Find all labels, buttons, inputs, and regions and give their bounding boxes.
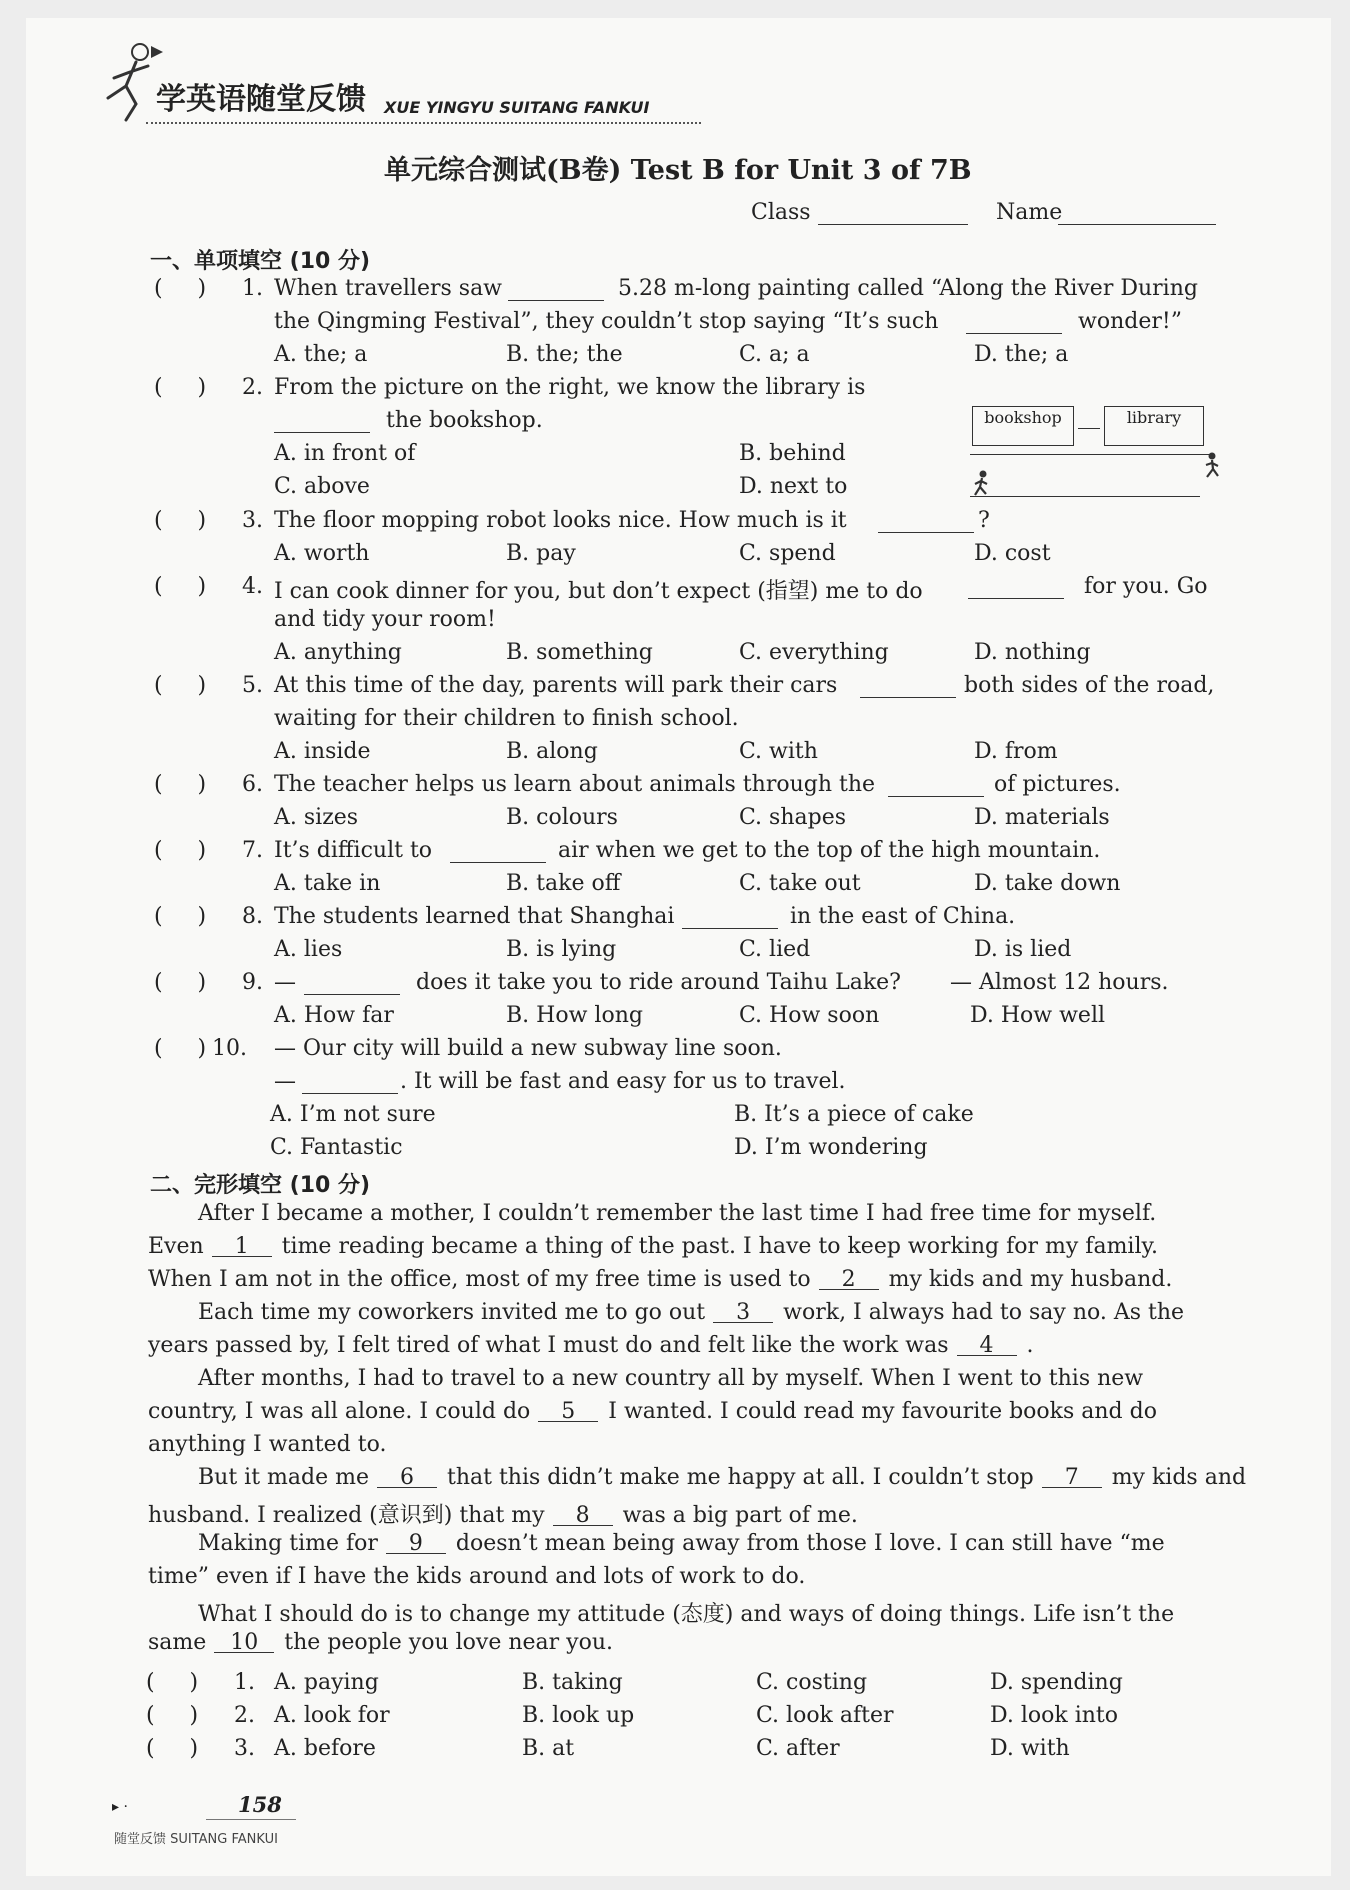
q7-text-b: air when we get to the top of the high mountain. <box>558 838 1101 863</box>
q1-text-b: 5.28 m-long painting called “Along the River During <box>618 276 1198 301</box>
q4-number: 4. <box>242 574 263 599</box>
bookshop-building <box>972 406 1074 446</box>
q8-number: 8. <box>242 904 263 929</box>
library-building <box>1104 406 1204 446</box>
cloze-text: time” even if I have the kids around and lots of work to do. <box>148 1564 806 1589</box>
q5-option-c[interactable]: C. with <box>739 739 818 764</box>
cloze-blank-5[interactable]: 5 <box>538 1401 598 1422</box>
q6-answer-paren[interactable]: ( ) <box>154 772 207 797</box>
q1-option-d[interactable]: D. the; a <box>974 342 1069 367</box>
q4-option-b[interactable]: B. something <box>506 640 653 665</box>
q7-option-c[interactable]: C. take out <box>739 871 861 896</box>
cloze-text: country, I was all alone. I could do <box>148 1399 531 1424</box>
cloze-line <box>198 1300 1220 1325</box>
q10-option-d[interactable]: D. I’m wondering <box>734 1135 928 1160</box>
section2-heading: 二、完形填空 (10 分) <box>150 1173 371 1198</box>
cloze-blank-3[interactable]: 3 <box>713 1302 773 1323</box>
q10-number: 10. <box>212 1036 247 1061</box>
q2-picture <box>970 406 1220 506</box>
cloze-option[interactable]: D. spending <box>990 1670 1123 1695</box>
cloze-option[interactable]: A. before <box>274 1736 376 1761</box>
cloze-text: years passed by, I felt tired of what I must do and felt like the work was <box>148 1333 949 1358</box>
q6-option-b[interactable]: B. colours <box>506 805 618 830</box>
cloze-line <box>148 1333 1220 1358</box>
cloze-option[interactable]: B. look up <box>522 1703 635 1728</box>
class-field[interactable] <box>818 224 968 225</box>
cloze-option[interactable]: A. paying <box>274 1670 379 1695</box>
q9-option-b[interactable]: B. How long <box>506 1003 643 1028</box>
cloze-text: Each time my coworkers invited me to go out <box>198 1300 706 1325</box>
q10-option-c[interactable]: C. Fantastic <box>270 1135 403 1160</box>
q9-text-a: does it take you to ride around Taihu Lake? <box>416 970 901 995</box>
bookshop-label: bookshop <box>984 408 1062 427</box>
q1-option-a[interactable]: A. the; a <box>274 342 368 367</box>
q8-blank[interactable] <box>682 908 778 929</box>
q3-blank[interactable] <box>878 512 974 533</box>
q9-option-c[interactable]: C. How soon <box>739 1003 880 1028</box>
cloze-text: Making time for <box>198 1531 378 1556</box>
q5-text-c: waiting for their children to finish school. <box>274 706 739 731</box>
q6-option-a[interactable]: A. sizes <box>274 805 359 830</box>
q4-option-d[interactable]: D. nothing <box>974 640 1091 665</box>
q9-blank[interactable] <box>304 974 400 995</box>
q10-text-b: . It will be fast and easy for us to travel. <box>400 1069 846 1094</box>
class-label: Class <box>751 200 811 225</box>
q9-dash: — <box>274 970 296 995</box>
cloze-option[interactable]: C. after <box>756 1736 840 1761</box>
q1-option-b[interactable]: B. the; the <box>506 342 623 367</box>
cloze-line <box>148 1498 1220 1529</box>
cloze-text: work, I always had to say no. As the <box>783 1300 1185 1325</box>
cloze-option[interactable]: B. at <box>522 1736 575 1761</box>
section1-heading: 一、单项填空 (10 分) <box>150 249 371 274</box>
q1-text-a: When travellers saw <box>274 276 503 301</box>
triangle-icon: ▸ · <box>112 1799 128 1815</box>
cloze-line <box>198 1597 1220 1628</box>
worksheet-page <box>26 18 1331 1876</box>
q4-text-b: for you. Go <box>1084 574 1208 599</box>
q2-option-c[interactable]: C. above <box>274 474 370 499</box>
q8-text-b: in the east of China. <box>790 904 1016 929</box>
header-divider <box>146 122 701 124</box>
q9-number: 9. <box>242 970 263 995</box>
cloze-text: time reading became a thing of the past. I have to keep working for my family. <box>281 1234 1159 1259</box>
road-top <box>970 454 1210 455</box>
q10-answer-paren[interactable]: ( ) <box>154 1036 207 1061</box>
q4-option-a[interactable]: A. anything <box>274 640 402 665</box>
cloze-text: After I became a mother, I couldn’t remember the last time I had free time for myself. <box>198 1201 1157 1226</box>
cloze-line <box>198 1201 1220 1226</box>
cloze-blank-4[interactable]: 4 <box>957 1335 1017 1356</box>
cloze-text: What I should do is to change my attitude (态度) and ways of doing things. Life isn’t the <box>198 1602 1175 1627</box>
cloze-answer-number: 3. <box>234 1736 255 1761</box>
q10-option-b[interactable]: B. It’s a piece of cake <box>734 1102 974 1127</box>
cloze-blank-2[interactable]: 2 <box>819 1269 879 1290</box>
q9-text-b: — Almost 12 hours. <box>950 970 1169 995</box>
q10-option-a[interactable]: A. I’m not sure <box>270 1102 436 1127</box>
q1-blank-2[interactable] <box>966 313 1062 334</box>
q8-option-d[interactable]: D. is lied <box>974 937 1072 962</box>
cloze-line <box>148 1432 1220 1457</box>
cloze-text: doesn’t mean being away from those I love. I can still have “me <box>455 1531 1165 1556</box>
cloze-option[interactable]: C. costing <box>756 1670 868 1695</box>
cloze-answer-number: 1. <box>234 1670 255 1695</box>
q8-option-a[interactable]: A. lies <box>274 937 343 962</box>
q6-option-c[interactable]: C. shapes <box>739 805 847 830</box>
q1-option-c[interactable]: C. a; a <box>739 342 810 367</box>
q9-option-a[interactable]: A. How far <box>274 1003 394 1028</box>
q7-option-a[interactable]: A. take in <box>274 871 381 896</box>
cloze-line <box>198 1366 1220 1391</box>
cloze-text: Even <box>148 1234 204 1259</box>
q7-number: 7. <box>242 838 263 863</box>
q5-blank[interactable] <box>860 677 956 698</box>
cloze-text: was a big part of me. <box>622 1503 858 1528</box>
cloze-answer-paren[interactable]: ( ) <box>146 1703 199 1728</box>
q9-answer-paren[interactable]: ( ) <box>154 970 207 995</box>
cloze-blank-7[interactable]: 7 <box>1042 1467 1102 1488</box>
cloze-blank-10[interactable]: 10 <box>214 1632 274 1653</box>
q7-blank[interactable] <box>450 842 546 863</box>
logo-english: XUE YINGYU SUITANG FANKUI <box>384 98 650 117</box>
cloze-line <box>198 1465 1247 1490</box>
page-title: 单元综合测试(B卷) Test B for Unit 3 of 7B <box>384 155 972 186</box>
cloze-text: that this didn’t make me happy at all. I couldn’t stop <box>447 1465 1034 1490</box>
library-label: library <box>1126 408 1182 427</box>
cloze-line <box>148 1267 1220 1292</box>
q8-option-c[interactable]: C. lied <box>739 937 811 962</box>
q5-option-a[interactable]: A. inside <box>274 739 371 764</box>
q3-text-b: ? <box>978 508 990 533</box>
q2-number: 2. <box>242 375 263 400</box>
q2-option-b[interactable]: B. behind <box>739 441 846 466</box>
q2-option-a[interactable]: A. in front of <box>274 441 416 466</box>
logo-chinese: 学英语随堂反馈 <box>156 82 366 117</box>
cloze-blank-6[interactable]: 6 <box>377 1467 437 1488</box>
q3-option-b[interactable]: B. pay <box>506 541 576 566</box>
road-bottom <box>970 496 1200 497</box>
q6-option-d[interactable]: D. materials <box>974 805 1110 830</box>
page-number: 158 <box>238 1792 282 1817</box>
q6-number: 6. <box>242 772 263 797</box>
q5-text-b: both sides of the road, <box>964 673 1215 698</box>
q4-blank[interactable] <box>968 578 1064 599</box>
q10-dash: — <box>274 1069 296 1094</box>
q8-answer-paren[interactable]: ( ) <box>154 904 207 929</box>
cloze-answer-number: 2. <box>234 1703 255 1728</box>
q7-option-d[interactable]: D. take down <box>974 871 1121 896</box>
q8-text-a: The students learned that Shanghai <box>274 904 675 929</box>
cloze-text: When I am not in the office, most of my free time is used to <box>148 1267 811 1292</box>
cloze-blank-1[interactable]: 1 <box>212 1236 272 1257</box>
cloze-text: I wanted. I could read my favourite books and do <box>608 1399 1157 1424</box>
q1-blank-1[interactable] <box>508 280 604 301</box>
q1-text-d: wonder!” <box>1078 309 1182 334</box>
cloze-option[interactable]: B. taking <box>522 1670 623 1695</box>
cloze-line <box>198 1531 1220 1556</box>
cloze-text: . <box>1026 1333 1034 1358</box>
q5-number: 5. <box>242 673 263 698</box>
person-walking-icon <box>972 470 992 496</box>
q3-number: 3. <box>242 508 263 533</box>
person-walking-icon <box>1202 452 1222 478</box>
q5-answer-paren[interactable]: ( ) <box>154 673 207 698</box>
q7-text-a: It’s difficult to <box>274 838 433 863</box>
q2-text-b: the bookshop. <box>386 408 543 433</box>
cloze-line <box>148 1564 1220 1589</box>
q1-answer-paren[interactable]: ( ) <box>154 276 207 301</box>
cloze-text: anything I wanted to. <box>148 1432 387 1457</box>
q10-text-a: — Our city will build a new subway line soon. <box>274 1036 782 1061</box>
q4-answer-paren[interactable]: ( ) <box>154 574 207 599</box>
q3-answer-paren[interactable]: ( ) <box>154 508 207 533</box>
cloze-line <box>148 1234 1220 1259</box>
q1-number: 1. <box>242 276 263 301</box>
cloze-blank-9[interactable]: 9 <box>386 1533 446 1554</box>
footer-brand: 随堂反馈 SUITANG FANKUI <box>114 1832 278 1847</box>
q3-option-d[interactable]: D. cost <box>974 541 1051 566</box>
q7-answer-paren[interactable]: ( ) <box>154 838 207 863</box>
cloze-text: same <box>148 1630 207 1655</box>
footer-line <box>206 1819 296 1820</box>
q9-option-d[interactable]: D. How well <box>970 1003 1106 1028</box>
connector-line <box>1078 428 1100 429</box>
q3-option-a[interactable]: A. worth <box>274 541 370 566</box>
q2-option-d[interactable]: D. next to <box>739 474 848 499</box>
q1-text-c: the Qingming Festival”, they couldn’t stop saying “It’s such <box>274 309 939 334</box>
name-field[interactable] <box>1058 224 1216 225</box>
q6-blank[interactable] <box>888 776 984 797</box>
cloze-text: the people you love near you. <box>284 1630 614 1655</box>
q2-blank[interactable] <box>274 412 370 433</box>
q3-text-a: The floor mopping robot looks nice. How much is it <box>274 508 847 533</box>
q5-text-a: At this time of the day, parents will park their cars <box>274 673 838 698</box>
q4-text-c: and tidy your room! <box>274 607 496 632</box>
cloze-text: After months, I had to travel to a new country all by myself. When I went to this new <box>198 1366 1144 1391</box>
cloze-text: But it made me <box>198 1465 369 1490</box>
q4-option-c[interactable]: C. everything <box>739 640 889 665</box>
cloze-option[interactable]: A. look for <box>274 1703 390 1728</box>
cloze-blank-8[interactable]: 8 <box>553 1505 613 1526</box>
q2-text-a: From the picture on the right, we know the library is <box>274 375 866 400</box>
q6-text-b: of pictures. <box>994 772 1121 797</box>
q10-blank[interactable] <box>302 1073 398 1094</box>
cloze-option[interactable]: D. look into <box>990 1703 1118 1728</box>
q4-text-a: I can cook dinner for you, but don’t expect (指望) me to do <box>274 579 923 604</box>
q2-answer-paren[interactable]: ( ) <box>154 375 207 400</box>
q8-option-b[interactable]: B. is lying <box>506 937 617 962</box>
cloze-text: husband. I realized (意识到) that my <box>148 1503 545 1528</box>
cloze-text: my kids and my husband. <box>888 1267 1173 1292</box>
cloze-option[interactable]: D. with <box>990 1736 1070 1761</box>
name-label: Name <box>996 200 1063 225</box>
q5-option-d[interactable]: D. from <box>974 739 1058 764</box>
cloze-answer-paren[interactable]: ( ) <box>146 1670 199 1695</box>
cloze-option[interactable]: C. look after <box>756 1703 894 1728</box>
cloze-answer-paren[interactable]: ( ) <box>146 1736 199 1761</box>
q7-option-b[interactable]: B. take off <box>506 871 621 896</box>
q5-option-b[interactable]: B. along <box>506 739 598 764</box>
q6-text-a: The teacher helps us learn about animals through the <box>274 772 876 797</box>
cloze-line <box>148 1399 1220 1424</box>
cloze-line <box>148 1630 1220 1655</box>
q3-option-c[interactable]: C. spend <box>739 541 836 566</box>
cloze-text: my kids and <box>1111 1465 1247 1490</box>
